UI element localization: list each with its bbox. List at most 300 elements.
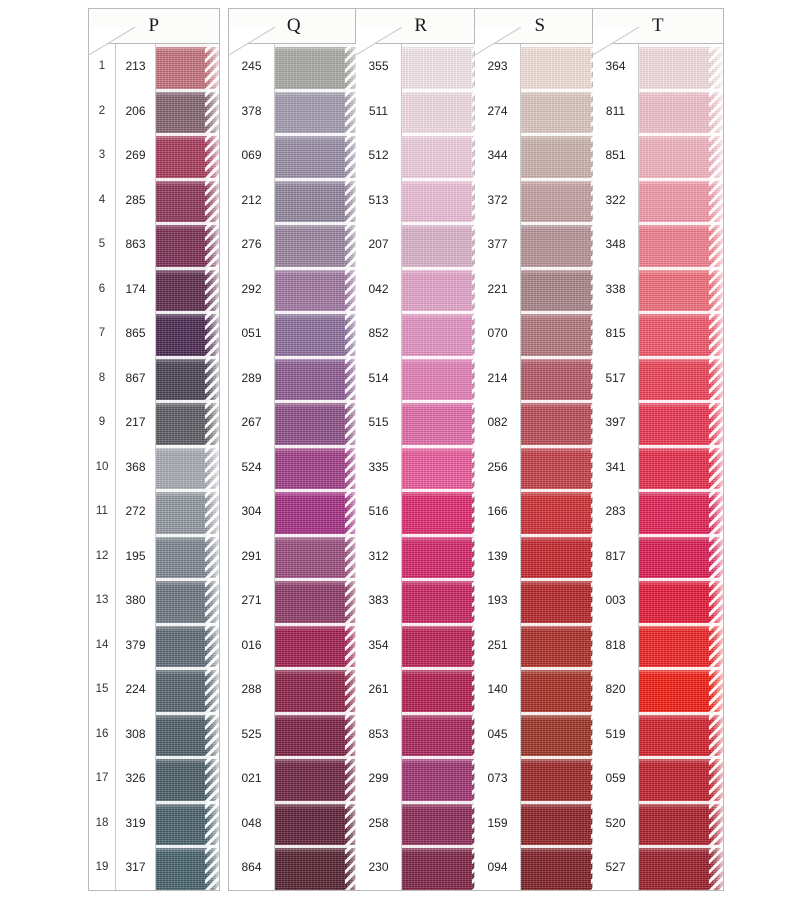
table-row[interactable]	[475, 178, 605, 223]
colour-code: 511	[356, 89, 402, 134]
colour-swatch[interactable]	[402, 712, 486, 757]
table-row[interactable]	[89, 578, 219, 623]
colour-column-r	[355, 8, 487, 891]
table-row[interactable]	[229, 267, 359, 312]
colour-swatch[interactable]	[402, 311, 486, 356]
thread-zigzag-edge-icon	[205, 311, 219, 356]
thread-zigzag-edge-icon	[472, 667, 486, 712]
colour-swatch[interactable]	[275, 267, 359, 312]
colour-swatch[interactable]	[521, 845, 605, 890]
table-row[interactable]	[89, 801, 219, 846]
colour-swatch[interactable]	[156, 89, 219, 134]
swatch-separator	[275, 712, 359, 715]
colour-swatch[interactable]	[275, 489, 359, 534]
table-row[interactable]	[229, 534, 359, 579]
table-row[interactable]	[356, 845, 486, 890]
swatch-separator	[639, 578, 723, 581]
colour-code: 207	[356, 222, 402, 267]
swatch-separator	[639, 222, 723, 225]
colour-code: 851	[593, 133, 639, 178]
colour-swatch[interactable]	[402, 178, 486, 223]
colour-swatch[interactable]	[402, 133, 486, 178]
thread-zigzag-edge-icon	[472, 356, 486, 401]
colour-swatch[interactable]	[156, 44, 219, 89]
thread-zigzag-edge-icon	[472, 712, 486, 757]
table-row[interactable]	[356, 667, 486, 712]
table-row[interactable]	[593, 712, 723, 757]
colour-code: 293	[475, 44, 521, 89]
colour-swatch[interactable]	[639, 667, 723, 712]
swatch-separator	[402, 178, 486, 181]
table-row[interactable]	[356, 623, 486, 668]
table-row[interactable]	[229, 178, 359, 223]
colour-swatch[interactable]	[156, 267, 219, 312]
swatch-separator	[639, 267, 723, 270]
table-row[interactable]	[229, 400, 359, 445]
thread-zigzag-edge-icon	[472, 89, 486, 134]
swatch-list	[356, 44, 486, 890]
colour-swatch[interactable]	[639, 801, 723, 846]
thread-zigzag-edge-icon	[472, 445, 486, 490]
table-row[interactable]	[229, 445, 359, 490]
table-row[interactable]	[229, 623, 359, 668]
thread-zigzag-edge-icon	[591, 667, 605, 712]
table-row[interactable]	[356, 489, 486, 534]
colour-code: 245	[229, 44, 275, 89]
swatch-separator	[639, 89, 723, 92]
table-row[interactable]	[356, 44, 486, 89]
colour-swatch[interactable]	[275, 311, 359, 356]
table-row[interactable]	[475, 534, 605, 579]
colour-swatch[interactable]	[156, 845, 219, 890]
table-row[interactable]	[475, 845, 605, 890]
colour-code: 377	[475, 222, 521, 267]
thread-zigzag-edge-icon	[345, 667, 359, 712]
row-index: 16	[89, 712, 116, 757]
colour-code: 853	[356, 712, 402, 757]
table-row[interactable]	[356, 89, 486, 134]
swatch-separator	[156, 267, 219, 270]
swatch-separator	[402, 667, 486, 670]
thread-zigzag-edge-icon	[591, 356, 605, 401]
colour-swatch[interactable]	[275, 756, 359, 801]
colour-swatch[interactable]	[156, 400, 219, 445]
colour-swatch[interactable]	[639, 400, 723, 445]
colour-swatch[interactable]	[639, 89, 723, 134]
row-index: 2	[89, 89, 116, 134]
thread-zigzag-edge-icon	[205, 89, 219, 134]
swatch-separator	[639, 489, 723, 492]
colour-swatch[interactable]	[402, 845, 486, 890]
colour-swatch[interactable]	[275, 89, 359, 134]
table-row[interactable]	[229, 756, 359, 801]
colour-swatch[interactable]	[639, 445, 723, 490]
colour-swatch[interactable]	[521, 445, 605, 490]
swatch-separator	[156, 400, 219, 403]
swatch-separator	[521, 400, 605, 403]
swatch-separator	[639, 178, 723, 181]
colour-code: 288	[229, 667, 275, 712]
colour-swatch[interactable]	[275, 623, 359, 668]
thread-zigzag-edge-icon	[472, 801, 486, 846]
colour-code: 817	[593, 534, 639, 579]
colour-code: 212	[229, 178, 275, 223]
table-row[interactable]	[89, 89, 219, 134]
table-row[interactable]	[356, 756, 486, 801]
colour-swatch[interactable]	[275, 400, 359, 445]
colour-swatch[interactable]	[639, 356, 723, 401]
colour-swatch[interactable]	[156, 712, 219, 757]
swatch-separator	[275, 311, 359, 314]
table-row[interactable]	[593, 44, 723, 89]
colour-swatch[interactable]	[156, 756, 219, 801]
colour-swatch[interactable]	[521, 578, 605, 623]
colour-code: 397	[593, 400, 639, 445]
colour-swatch[interactable]	[156, 667, 219, 712]
colour-swatch[interactable]	[275, 801, 359, 846]
colour-swatch[interactable]	[639, 845, 723, 890]
table-row[interactable]	[89, 222, 219, 267]
table-row[interactable]	[356, 445, 486, 490]
colour-column-t	[592, 8, 724, 891]
colour-swatch[interactable]	[402, 667, 486, 712]
colour-swatch[interactable]	[275, 44, 359, 89]
table-row[interactable]	[356, 133, 486, 178]
thread-zigzag-edge-icon	[205, 222, 219, 267]
table-row[interactable]	[89, 756, 219, 801]
swatch-separator	[402, 623, 486, 626]
colour-swatch[interactable]	[521, 712, 605, 757]
colour-code: 217	[116, 400, 156, 445]
table-row[interactable]	[356, 267, 486, 312]
thread-zigzag-edge-icon	[591, 400, 605, 445]
colour-code: 230	[356, 845, 402, 890]
colour-swatch[interactable]	[275, 578, 359, 623]
table-row[interactable]	[89, 845, 219, 890]
thread-zigzag-edge-icon	[709, 222, 723, 267]
table-row[interactable]	[89, 311, 219, 356]
table-row[interactable]	[89, 400, 219, 445]
table-row[interactable]	[593, 489, 723, 534]
thread-zigzag-edge-icon	[205, 578, 219, 623]
table-row[interactable]	[89, 667, 219, 712]
thread-zigzag-edge-icon	[472, 222, 486, 267]
colour-swatch[interactable]	[521, 756, 605, 801]
colour-swatch[interactable]	[156, 489, 219, 534]
table-row[interactable]	[89, 712, 219, 757]
column-header-r	[356, 9, 486, 44]
colour-swatch[interactable]	[402, 801, 486, 846]
colour-code: 514	[356, 356, 402, 401]
colour-code: 206	[116, 89, 156, 134]
colour-code: 354	[356, 623, 402, 668]
thread-zigzag-edge-icon	[205, 489, 219, 534]
colour-swatch[interactable]	[639, 712, 723, 757]
colour-code: 045	[475, 712, 521, 757]
colour-code: 021	[229, 756, 275, 801]
colour-swatch[interactable]	[639, 267, 723, 312]
table-row[interactable]	[475, 311, 605, 356]
table-row[interactable]	[593, 667, 723, 712]
table-row[interactable]	[593, 178, 723, 223]
table-row[interactable]	[593, 534, 723, 579]
thread-zigzag-edge-icon	[709, 623, 723, 668]
table-row[interactable]	[356, 534, 486, 579]
table-row[interactable]	[356, 222, 486, 267]
colour-code: 322	[593, 178, 639, 223]
table-row[interactable]	[475, 489, 605, 534]
colour-swatch[interactable]	[156, 311, 219, 356]
colour-code: 372	[475, 178, 521, 223]
table-row[interactable]	[593, 801, 723, 846]
table-row[interactable]	[593, 267, 723, 312]
colour-swatch[interactable]	[521, 267, 605, 312]
thread-zigzag-edge-icon	[709, 89, 723, 134]
colour-code: 069	[229, 133, 275, 178]
table-row[interactable]	[593, 133, 723, 178]
colour-swatch[interactable]	[402, 489, 486, 534]
table-row[interactable]	[475, 801, 605, 846]
colour-swatch[interactable]	[521, 623, 605, 668]
thread-zigzag-edge-icon	[345, 534, 359, 579]
table-row[interactable]	[356, 311, 486, 356]
colour-swatch[interactable]	[402, 623, 486, 668]
table-row[interactable]	[229, 44, 359, 89]
colour-swatch[interactable]	[402, 400, 486, 445]
colour-swatch[interactable]	[156, 133, 219, 178]
table-row[interactable]	[229, 311, 359, 356]
colour-swatch[interactable]	[521, 133, 605, 178]
table-row[interactable]	[89, 623, 219, 668]
table-row[interactable]	[356, 400, 486, 445]
swatch-separator	[639, 845, 723, 848]
swatch-separator	[521, 89, 605, 92]
table-row[interactable]	[593, 311, 723, 356]
table-row[interactable]	[229, 89, 359, 134]
colour-swatch[interactable]	[402, 89, 486, 134]
thread-zigzag-edge-icon	[709, 756, 723, 801]
table-row[interactable]	[593, 400, 723, 445]
swatch-separator	[156, 534, 219, 537]
colour-code: 348	[593, 222, 639, 267]
table-row[interactable]	[356, 178, 486, 223]
table-row[interactable]	[475, 356, 605, 401]
table-row[interactable]	[593, 445, 723, 490]
table-row[interactable]	[593, 623, 723, 668]
colour-swatch[interactable]	[639, 178, 723, 223]
swatch-separator	[639, 133, 723, 136]
table-row[interactable]	[475, 44, 605, 89]
row-index: 10	[89, 445, 116, 490]
row-index: 4	[89, 178, 116, 223]
table-row[interactable]	[89, 44, 219, 89]
colour-swatch[interactable]	[402, 578, 486, 623]
row-index: 5	[89, 222, 116, 267]
table-row[interactable]	[593, 578, 723, 623]
swatch-separator	[275, 400, 359, 403]
colour-swatch[interactable]	[156, 445, 219, 490]
swatch-separator	[639, 445, 723, 448]
colour-swatch[interactable]	[275, 445, 359, 490]
table-row[interactable]	[475, 222, 605, 267]
table-row[interactable]	[229, 133, 359, 178]
colour-swatch[interactable]	[402, 756, 486, 801]
colour-swatch[interactable]	[275, 667, 359, 712]
swatch-separator	[639, 667, 723, 670]
colour-swatch[interactable]	[275, 845, 359, 890]
table-row[interactable]	[356, 712, 486, 757]
colour-code: 256	[475, 445, 521, 490]
table-row[interactable]	[475, 623, 605, 668]
colour-swatch[interactable]	[639, 756, 723, 801]
thread-zigzag-edge-icon	[472, 311, 486, 356]
table-row[interactable]	[229, 801, 359, 846]
colour-swatch[interactable]	[156, 222, 219, 267]
colour-code: 516	[356, 489, 402, 534]
table-row[interactable]	[229, 578, 359, 623]
row-index: 7	[89, 311, 116, 356]
table-row[interactable]	[89, 489, 219, 534]
colour-swatch[interactable]	[521, 178, 605, 223]
table-row[interactable]	[593, 356, 723, 401]
colour-code: 070	[475, 311, 521, 356]
colour-swatch[interactable]	[521, 222, 605, 267]
colour-swatch[interactable]	[639, 133, 723, 178]
colour-swatch[interactable]	[156, 801, 219, 846]
table-row[interactable]	[229, 845, 359, 890]
table-row[interactable]	[229, 489, 359, 534]
table-row[interactable]	[475, 667, 605, 712]
colour-swatch[interactable]	[156, 534, 219, 579]
thread-zigzag-edge-icon	[345, 311, 359, 356]
colour-swatch[interactable]	[521, 489, 605, 534]
row-index: 8	[89, 356, 116, 401]
swatch-separator	[275, 534, 359, 537]
colour-swatch[interactable]	[521, 44, 605, 89]
table-row[interactable]	[229, 356, 359, 401]
swatch-separator	[275, 667, 359, 670]
table-row[interactable]	[89, 356, 219, 401]
table-row[interactable]	[593, 89, 723, 134]
colour-swatch[interactable]	[639, 534, 723, 579]
colour-swatch[interactable]	[156, 578, 219, 623]
colour-swatch[interactable]	[275, 534, 359, 579]
colour-swatch[interactable]	[275, 712, 359, 757]
colour-swatch[interactable]	[521, 400, 605, 445]
thread-zigzag-edge-icon	[591, 133, 605, 178]
swatch-separator	[156, 667, 219, 670]
table-row[interactable]	[89, 445, 219, 490]
table-row[interactable]	[593, 845, 723, 890]
swatch-separator	[156, 578, 219, 581]
colour-swatch[interactable]	[521, 311, 605, 356]
colour-swatch[interactable]	[521, 667, 605, 712]
colour-code: 519	[593, 712, 639, 757]
colour-swatch[interactable]	[275, 356, 359, 401]
colour-swatch[interactable]	[275, 178, 359, 223]
column-header-t	[593, 9, 723, 44]
colour-code: 292	[229, 267, 275, 312]
colour-swatch[interactable]	[402, 44, 486, 89]
colour-swatch[interactable]	[275, 222, 359, 267]
colour-swatch[interactable]	[639, 311, 723, 356]
swatch-separator	[402, 445, 486, 448]
swatch-separator	[275, 267, 359, 270]
table-row[interactable]	[475, 756, 605, 801]
thread-zigzag-edge-icon	[345, 133, 359, 178]
colour-swatch[interactable]	[639, 489, 723, 534]
table-row[interactable]	[356, 578, 486, 623]
swatch-separator	[156, 222, 219, 225]
colour-swatch[interactable]	[156, 356, 219, 401]
table-row[interactable]	[475, 89, 605, 134]
colour-swatch[interactable]	[402, 267, 486, 312]
thread-zigzag-edge-icon	[591, 44, 605, 89]
thread-zigzag-edge-icon	[591, 623, 605, 668]
table-row[interactable]	[593, 222, 723, 267]
thread-zigzag-edge-icon	[205, 133, 219, 178]
table-row[interactable]	[475, 133, 605, 178]
colour-swatch[interactable]	[402, 445, 486, 490]
colour-swatch[interactable]	[521, 801, 605, 846]
table-row[interactable]	[475, 267, 605, 312]
table-row[interactable]	[475, 400, 605, 445]
colour-swatch[interactable]	[639, 578, 723, 623]
colour-swatch[interactable]	[402, 356, 486, 401]
table-row[interactable]	[89, 133, 219, 178]
colour-swatch[interactable]	[521, 89, 605, 134]
colour-code: 380	[116, 578, 156, 623]
table-row[interactable]	[229, 712, 359, 757]
table-row[interactable]	[475, 445, 605, 490]
thread-zigzag-edge-icon	[205, 178, 219, 223]
table-row[interactable]	[229, 222, 359, 267]
thread-zigzag-edge-icon	[205, 756, 219, 801]
swatch-separator	[156, 712, 219, 715]
colour-code: 139	[475, 534, 521, 579]
colour-swatch[interactable]	[402, 534, 486, 579]
colour-swatch[interactable]	[639, 623, 723, 668]
swatch-separator	[521, 845, 605, 848]
thread-zigzag-edge-icon	[591, 756, 605, 801]
colour-code: 364	[593, 44, 639, 89]
table-row[interactable]	[229, 667, 359, 712]
colour-swatch[interactable]	[156, 623, 219, 668]
table-row[interactable]	[356, 801, 486, 846]
colour-code: 224	[116, 667, 156, 712]
thread-zigzag-edge-icon	[709, 667, 723, 712]
table-row[interactable]	[356, 356, 486, 401]
colour-swatch[interactable]	[639, 222, 723, 267]
colour-swatch[interactable]	[639, 44, 723, 89]
colour-swatch[interactable]	[275, 133, 359, 178]
thread-zigzag-edge-icon	[205, 845, 219, 890]
table-row[interactable]	[475, 712, 605, 757]
table-row[interactable]	[475, 578, 605, 623]
table-row[interactable]	[593, 756, 723, 801]
colour-swatch[interactable]	[156, 178, 219, 223]
colour-swatch[interactable]	[521, 356, 605, 401]
thread-zigzag-edge-icon	[709, 489, 723, 534]
table-row[interactable]	[89, 178, 219, 223]
colour-code: 811	[593, 89, 639, 134]
table-row[interactable]	[89, 534, 219, 579]
row-index: 18	[89, 801, 116, 846]
table-row[interactable]	[89, 267, 219, 312]
colour-swatch[interactable]	[402, 222, 486, 267]
colour-code: 308	[116, 712, 156, 757]
colour-swatch[interactable]	[521, 534, 605, 579]
